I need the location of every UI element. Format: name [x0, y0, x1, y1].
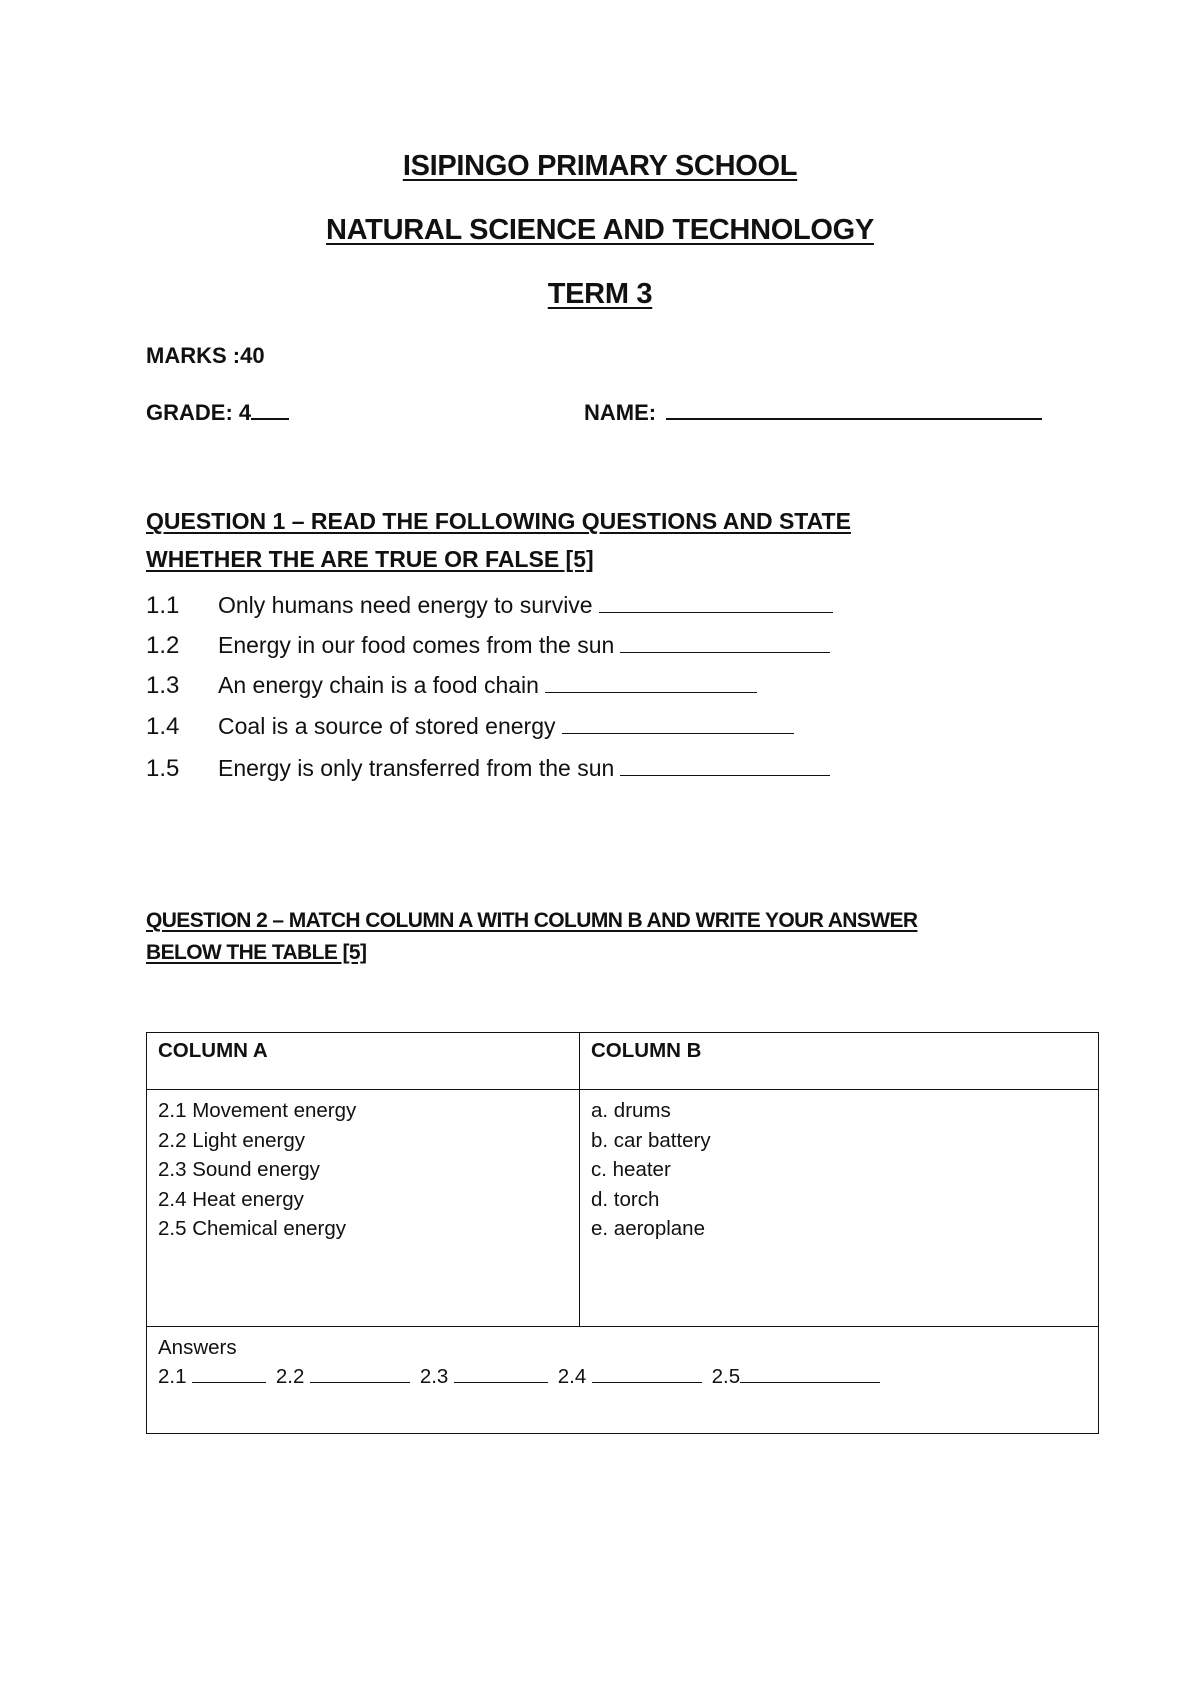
answer-blank[interactable] [599, 592, 833, 613]
list-item: c. heater [591, 1158, 671, 1181]
question-number: 1.4 [146, 713, 180, 740]
matching-table [146, 1032, 1099, 1434]
term-title: TERM 3 [547, 278, 653, 310]
answer-blank[interactable] [740, 1364, 880, 1383]
name-blank[interactable] [666, 398, 1042, 420]
answer-blank[interactable] [620, 632, 830, 653]
list-item: 2.4 Heat energy [158, 1187, 304, 1211]
school-title: ISIPINGO PRIMARY SCHOOL [402, 150, 798, 182]
grade-blank[interactable] [251, 398, 289, 420]
name-label: NAME: [584, 400, 657, 425]
question-2-heading-line-2: BELOW THE TABLE [5] [146, 941, 367, 964]
question-text: An energy chain is a food chain [218, 672, 539, 698]
answer-number: 2.3 [419, 1365, 449, 1388]
question-number: 1.3 [146, 672, 180, 699]
answer-blank[interactable] [192, 1364, 266, 1383]
question-item [146, 713, 794, 747]
question-text: Energy in our food comes from the sun [218, 632, 615, 658]
question-2-heading [146, 905, 1086, 969]
list-item: 2.3 Sound energy [158, 1158, 320, 1181]
list-item: 2.1 Movement energy [158, 1099, 357, 1122]
answer-blank[interactable] [310, 1364, 410, 1383]
question-2-heading-line-1: QUESTION 2 – MATCH COLUMN A WITH COLUMN B AND WRITE YOUR ANSWER [146, 909, 918, 932]
subject-title: NATURAL SCIENCE AND TECHNOLOGY [326, 214, 874, 246]
question-number: 1.2 [146, 632, 180, 659]
list-item: e. aeroplane [591, 1217, 705, 1240]
list-item: 2.5 Chemical energy [158, 1217, 347, 1240]
answer-blank[interactable] [545, 672, 757, 693]
answer-blank[interactable] [620, 755, 830, 776]
column-b-list [580, 1090, 1099, 1327]
answers-cell [147, 1327, 1099, 1434]
answer-blank[interactable] [454, 1364, 548, 1383]
answer-number: 2.5 [711, 1365, 741, 1388]
table-header-row [147, 1033, 1099, 1090]
list-item: 2.2 Light energy [158, 1128, 306, 1152]
column-a-list [147, 1090, 580, 1327]
answer-blank[interactable] [592, 1364, 702, 1383]
question-item [146, 755, 830, 789]
name-field[interactable] [584, 398, 1042, 426]
grade-field[interactable] [146, 398, 289, 426]
question-item [146, 672, 757, 706]
question-text: Coal is a source of stored energy [218, 713, 556, 739]
answers-blanks [158, 1362, 1087, 1391]
question-text: Only humans need energy to survive [218, 592, 593, 618]
question-1-heading-line-2: WHETHER THE ARE TRUE OR FALSE [5] [146, 546, 594, 572]
answer-blank[interactable] [562, 713, 794, 734]
column-b-header: COLUMN B [580, 1033, 1099, 1090]
question-1-heading [146, 502, 1046, 578]
answers-label: Answers [158, 1336, 237, 1359]
answer-number: 2.2 [275, 1365, 305, 1388]
table-body-row [147, 1090, 1099, 1327]
list-item: d. torch [591, 1187, 660, 1211]
list-item: a. drums [591, 1099, 671, 1122]
column-a-header: COLUMN A [147, 1033, 580, 1090]
question-number: 1.5 [146, 755, 180, 782]
marks-label: MARKS :40 [146, 343, 265, 368]
question-text: Energy is only transferred from the sun [218, 755, 615, 781]
question-item [146, 592, 833, 626]
answer-number: 2.4 [557, 1365, 587, 1388]
grade-label: GRADE: 4 [146, 400, 252, 425]
answer-number: 2.1 [158, 1365, 187, 1388]
question-item [146, 632, 830, 666]
list-item: b. car battery [591, 1128, 711, 1152]
question-number: 1.1 [146, 592, 180, 619]
answers-row [147, 1327, 1099, 1434]
question-1-heading-line-1: QUESTION 1 – READ THE FOLLOWING QUESTIONS AND STATE [146, 508, 851, 534]
